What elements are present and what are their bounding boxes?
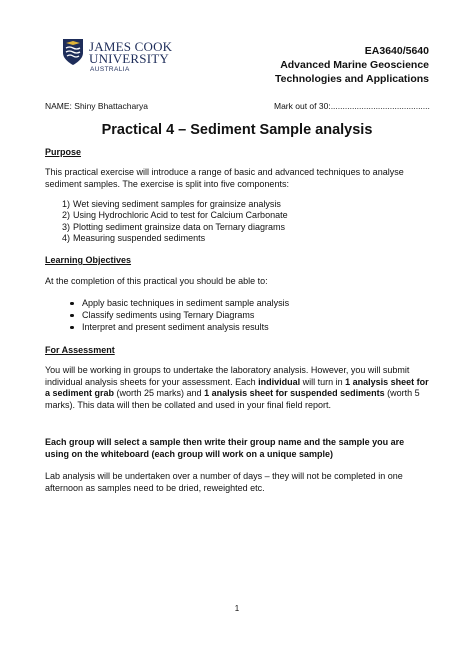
list-text: Measuring suspended sediments	[73, 232, 206, 243]
objectives-list	[45, 297, 289, 333]
course-code: EA3640/5640	[364, 45, 429, 57]
text-run: (worth 25 marks) and	[114, 388, 205, 398]
purpose-intro: This practical exercise will introduce a range of basic and advanced techniques to analyse sediment samples. The exercise is split into five components:	[45, 167, 404, 189]
list-text: Wet sieving sediment samples for grainsize analysis	[73, 199, 281, 209]
bullet-icon	[70, 326, 74, 330]
objectives-heading: Learning Objectives	[45, 255, 132, 265]
course-subject-line2: Technologies and Applications	[274, 73, 429, 85]
logo-text-line1: JAMES COOK	[89, 39, 173, 54]
list-text: Classify sediments using Ternary Diagrams	[82, 310, 255, 320]
page-number: 1	[234, 604, 240, 613]
bold-text-run: 1 analysis sheet for suspended sediments	[204, 388, 385, 398]
student-name: NAME: Shiny Bhattacharya	[45, 101, 148, 111]
assessment-paragraph-2: Each group will select a sample then write their group name and the sample you are using on the whiteboard (each group will work on a unique sample)	[45, 437, 405, 459]
list-text: Plotting sediment grainsize data on Ternary diagrams	[73, 221, 285, 232]
text-run: will turn in	[300, 376, 346, 387]
bullet-icon	[70, 302, 74, 306]
assessment-paragraph-3: Lab analysis will be undertaken over a number of days – they will not be completed in one afternoon as samples need to be dried, reweighted etc.	[45, 471, 403, 493]
purpose-heading: Purpose	[45, 147, 82, 157]
list-item	[45, 222, 288, 233]
purpose-list	[45, 199, 288, 244]
list-item	[45, 297, 289, 309]
list-item	[45, 199, 288, 210]
university-logo	[62, 34, 212, 84]
list-number: 2)	[61, 210, 70, 221]
list-number: 4)	[61, 232, 70, 243]
list-number: 1)	[61, 199, 70, 209]
objectives-intro: At the completion of this practical you should be able to:	[45, 276, 268, 286]
list-text: Apply basic techniques in sediment sample analysis	[82, 298, 290, 308]
assessment-heading: For Assessment	[45, 345, 115, 355]
list-number: 3)	[61, 221, 70, 232]
text-run: (worth 5 marks). This data will then be collated and used in your final field report.	[45, 388, 420, 410]
course-header	[275, 44, 429, 86]
shield-icon	[62, 38, 84, 66]
list-item	[45, 210, 288, 221]
course-subject-line1: Advanced Marine Geoscience	[280, 59, 429, 71]
list-item	[45, 321, 289, 333]
list-item	[45, 309, 289, 321]
list-text: Interpret and present sediment analysis results	[82, 322, 269, 332]
logo-text-line3: AUSTRALIA	[90, 66, 130, 73]
page-title: Practical 4 – Sediment Sample analysis	[101, 122, 373, 138]
text-run: You will be working in groups to undertake the laboratory analysis. However, you will submit individual analysis sheets for your assessment. Each	[45, 365, 410, 387]
logo-text-line2: UNIVERSITY	[89, 51, 169, 66]
bullet-icon	[70, 314, 74, 318]
list-item	[45, 233, 288, 244]
list-text: Using Hydrochloric Acid to test for Calcium Carbonate	[73, 210, 288, 221]
bold-text-run: 1 analysis sheet for a sediment grab	[45, 376, 429, 398]
assessment-paragraph-1	[45, 365, 430, 411]
mark-field: Mark out of 30:..........................................	[274, 101, 430, 111]
bold-text-run: individual	[258, 376, 301, 387]
